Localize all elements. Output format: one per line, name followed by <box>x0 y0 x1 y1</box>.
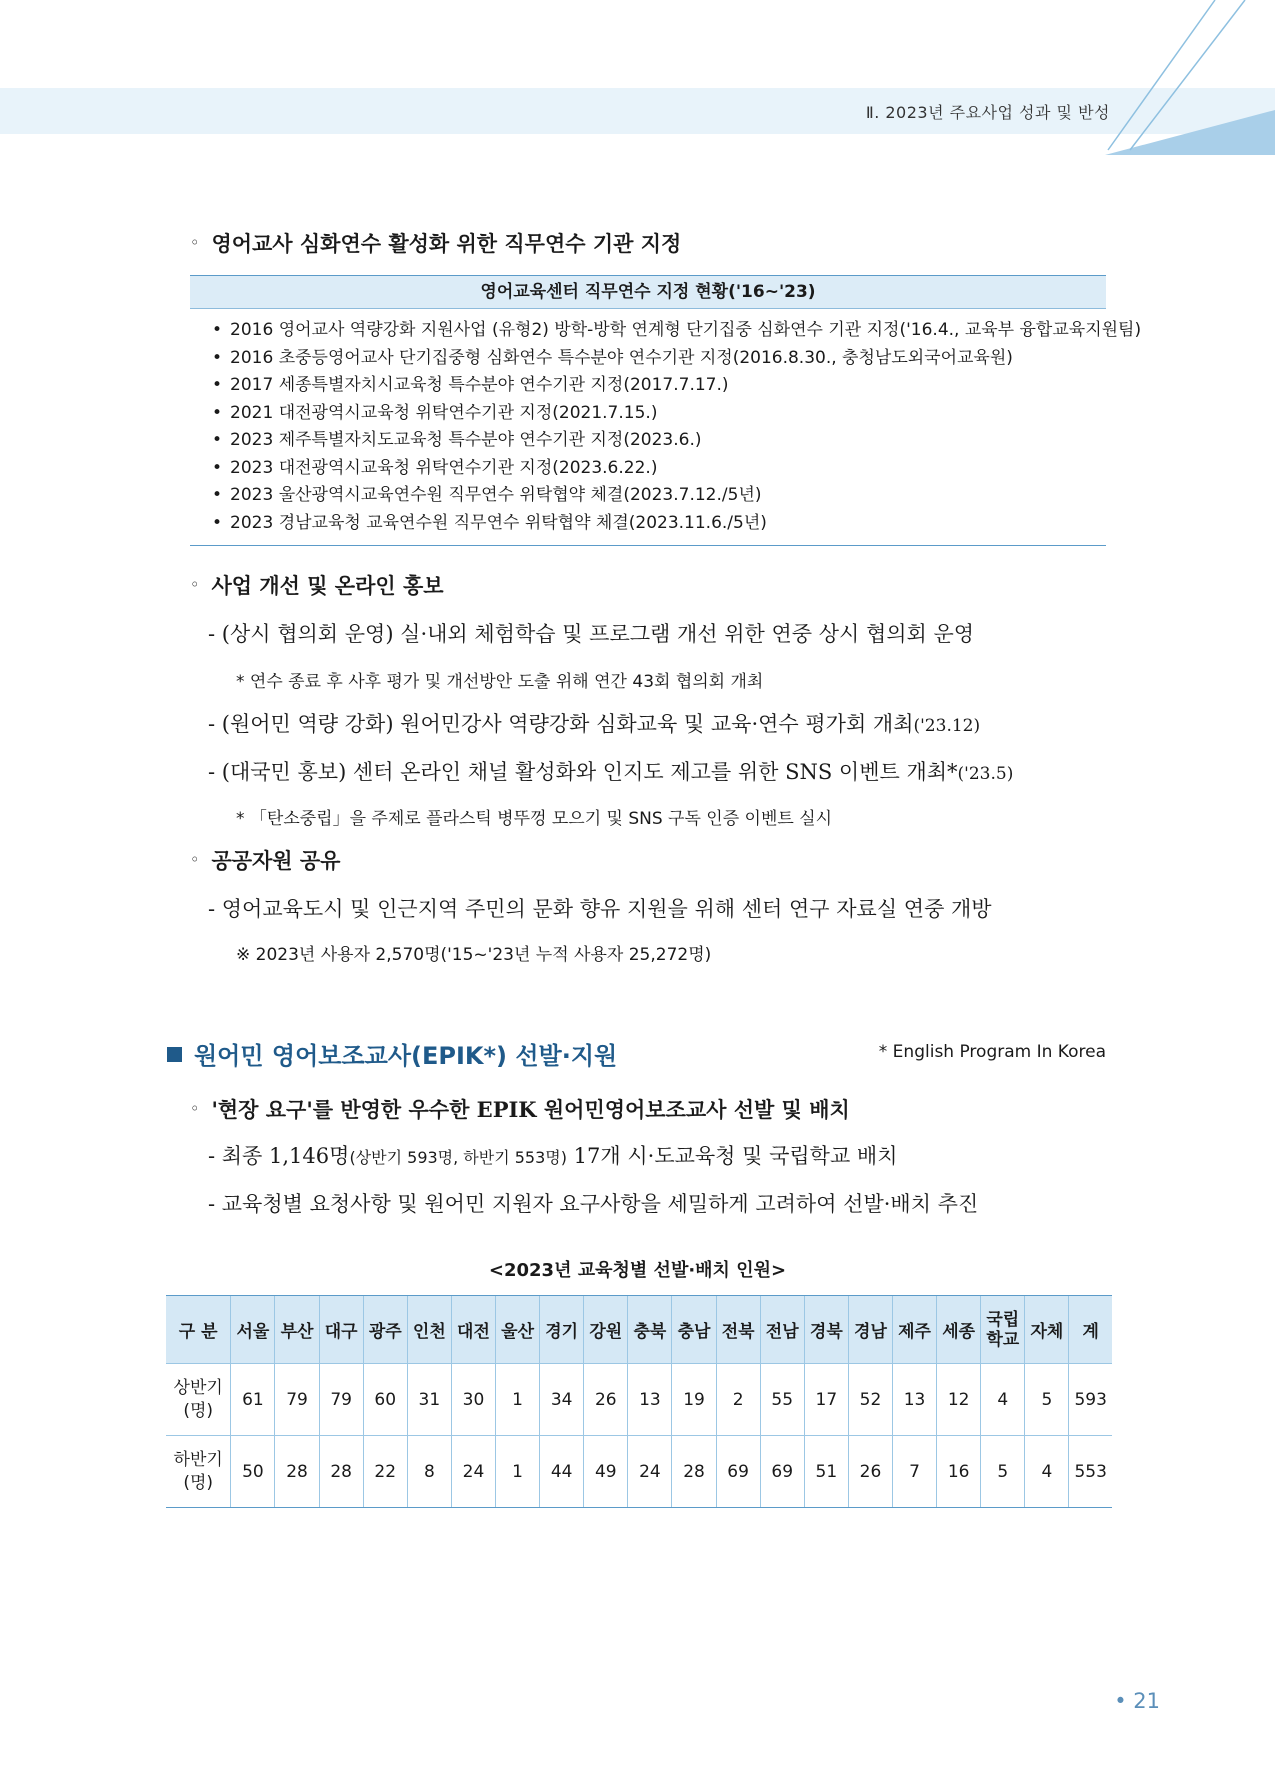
header-cell: 계 <box>1069 1296 1112 1364</box>
header-cell: 충남 <box>672 1296 716 1364</box>
page-number: • 21 <box>1114 1689 1160 1713</box>
table-cell: 13 <box>893 1364 937 1436</box>
epik-footnote: * English Program In Korea <box>878 1042 1106 1062</box>
header-cell: 경북 <box>804 1296 848 1364</box>
list-item: • 2023 대전광역시교육청 위탁연수기관 지정(2023.6.22.) <box>212 455 1106 483</box>
table-cell: 79 <box>275 1364 319 1436</box>
table-cell: 30 <box>451 1364 495 1436</box>
council-line: - (상시 협의회 운영) 실·내외 체험학습 및 프로그램 개선 위한 연중 상시 협의회 운영 <box>208 622 975 646</box>
table-row <box>166 1436 1112 1508</box>
table-cell: 51 <box>804 1436 848 1508</box>
table-cell: 28 <box>319 1436 363 1508</box>
table-cell: 12 <box>937 1364 981 1436</box>
header-cell: 부산 <box>275 1296 319 1364</box>
box-title: 영어교육센터 직무연수 지정 현황('16~'23) <box>190 275 1106 309</box>
bullet-heading-improvement: ◦ 사업 개선 및 온라인 홍보 <box>190 574 444 598</box>
header-cell: 충북 <box>628 1296 672 1364</box>
table-cell: 8 <box>407 1436 451 1508</box>
row-label: 상반기 (명) <box>166 1364 231 1436</box>
header-cell: 자체 <box>1025 1296 1069 1364</box>
list-item: • 2023 제주특별자치도교육청 특수분야 연수기관 지정(2023.6.) <box>212 427 1106 455</box>
table-caption: <2023년 교육청별 선발·배치 인원> <box>488 1260 787 1281</box>
header-cell: 경기 <box>540 1296 584 1364</box>
table-cell: 4 <box>981 1364 1025 1436</box>
table-cell: 19 <box>672 1364 716 1436</box>
bullet-heading-resources: ◦ 공공자원 공유 <box>190 849 341 873</box>
table-cell: 24 <box>628 1436 672 1508</box>
table-cell: 13 <box>628 1364 672 1436</box>
epik-process-line: - 교육청별 요청사항 및 원어민 지원자 요구사항을 세밀하게 고려하여 선발·배치 추진 <box>208 1192 979 1216</box>
table-cell: 593 <box>1069 1364 1112 1436</box>
designation-list <box>190 317 1142 537</box>
council-note: * 연수 종료 후 사후 평가 및 개선방안 도출 위해 연간 43회 협의회 개최 <box>236 672 764 692</box>
header-cell: 인천 <box>407 1296 451 1364</box>
header-cell: 서울 <box>231 1296 275 1364</box>
table-cell: 24 <box>451 1436 495 1508</box>
table-cell: 60 <box>363 1364 407 1436</box>
header-cell: 세종 <box>937 1296 981 1364</box>
table-body <box>166 1364 1112 1508</box>
table-cell: 22 <box>363 1436 407 1508</box>
header-cell: 울산 <box>496 1296 540 1364</box>
list-item: • 2017 세종특별자치시교육청 특수분야 연수기관 지정(2017.7.17.) <box>212 372 1106 400</box>
row-label: 하반기 (명) <box>166 1436 231 1508</box>
header-cell: 경남 <box>848 1296 892 1364</box>
placement-table <box>166 1295 1112 1508</box>
table-cell: 7 <box>893 1436 937 1508</box>
capacity-line: - (원어민 역량 강화) 원어민강사 역량강화 심화교육 및 교육·연수 평가회 개최('23.12) <box>208 712 981 736</box>
table-cell: 2 <box>716 1364 760 1436</box>
table-cell: 49 <box>584 1436 628 1508</box>
table-cell: 4 <box>1025 1436 1069 1508</box>
table-cell: 34 <box>540 1364 584 1436</box>
chapter-header: Ⅱ. 2023년 주요사업 성과 및 반성 <box>865 103 1110 122</box>
bullet-heading-training: ◦ 영어교사 심화연수 활성화 위한 직무연수 기관 지정 <box>190 232 682 256</box>
training-designation-box <box>190 275 1142 546</box>
table-cell: 1 <box>496 1436 540 1508</box>
table-cell: 52 <box>848 1364 892 1436</box>
table-cell: 5 <box>1025 1364 1069 1436</box>
table-cell: 1 <box>496 1364 540 1436</box>
table-cell: 55 <box>760 1364 804 1436</box>
table-cell: 61 <box>231 1364 275 1436</box>
table-cell: 50 <box>231 1436 275 1508</box>
table-cell: 69 <box>760 1436 804 1508</box>
header-cell: 광주 <box>363 1296 407 1364</box>
promotion-line: - (대국민 홍보) 센터 온라인 채널 활성화와 인지도 제고를 위한 SNS 이벤트 개최*('23.5) <box>208 760 1014 784</box>
header-cell: 전남 <box>760 1296 804 1364</box>
table-cell: 28 <box>672 1436 716 1508</box>
header-decoration <box>0 0 1275 160</box>
table-cell: 553 <box>1069 1436 1112 1508</box>
resources-line: - 영어교육도시 및 인근지역 주민의 문화 향유 지원을 위해 센터 연구 자료실 연중 개방 <box>208 897 992 921</box>
table-cell: 69 <box>716 1436 760 1508</box>
list-item: • 2023 경남교육청 교육연수원 직무연수 위탁협약 체결(2023.11.6./5년) <box>212 510 1106 538</box>
table-cell: 79 <box>319 1364 363 1436</box>
table-cell: 5 <box>981 1436 1025 1508</box>
square-bullet-icon <box>167 1047 182 1062</box>
bullet-heading-epik: ◦ '현장 요구'를 반영한 우수한 EPIK 원어민영어보조교사 선발 및 배치 <box>190 1097 850 1122</box>
header-cell: 강원 <box>584 1296 628 1364</box>
table-cell: 17 <box>804 1364 848 1436</box>
table-cell: 44 <box>540 1436 584 1508</box>
table-cell: 26 <box>848 1436 892 1508</box>
epik-section-title: 원어민 영어보조교사(EPIK*) 선발·지원 <box>167 1036 617 1071</box>
list-item: • 2016 영어교사 역량강화 지원사업 (유형2) 방학-방학 연계형 단기집중 심화연수 기관 지정('16.4., 교육부 융합교육지원팀) <box>212 317 1106 345</box>
table-row <box>166 1364 1112 1436</box>
table-cell: 26 <box>584 1364 628 1436</box>
epik-total-line: - 최종 1,146명(상반기 593명, 하반기 553명) 17개 시·도교육청 및 국립학교 배치 <box>208 1144 898 1168</box>
header-cell: 대구 <box>319 1296 363 1364</box>
list-item: • 2016 초중등영어교사 단기집중형 심화연수 특수분야 연수기관 지정(2016.8.30., 충청남도외국어교육원) <box>212 345 1106 373</box>
header-cell: 전북 <box>716 1296 760 1364</box>
resources-note: ※ 2023년 사용자 2,570명('15~'23년 누적 사용자 25,272명) <box>236 945 712 965</box>
header-cell: 국립 학교 <box>981 1296 1025 1364</box>
table-cell: 31 <box>407 1364 451 1436</box>
list-item: • 2021 대전광역시교육청 위탁연수기관 지정(2021.7.15.) <box>212 400 1106 428</box>
table-header-row <box>166 1296 1112 1364</box>
table-cell: 28 <box>275 1436 319 1508</box>
table-cell: 16 <box>937 1436 981 1508</box>
header-cell: 제주 <box>893 1296 937 1364</box>
list-item: • 2023 울산광역시교육연수원 직무연수 위탁협약 체결(2023.7.12./5년) <box>212 482 1106 510</box>
header-cell: 대전 <box>451 1296 495 1364</box>
promotion-note: * 「탄소중립」을 주제로 플라스틱 병뚜껑 모으기 및 SNS 구독 인증 이벤트 실시 <box>236 809 833 829</box>
header-cell-category: 구 분 <box>166 1296 231 1364</box>
